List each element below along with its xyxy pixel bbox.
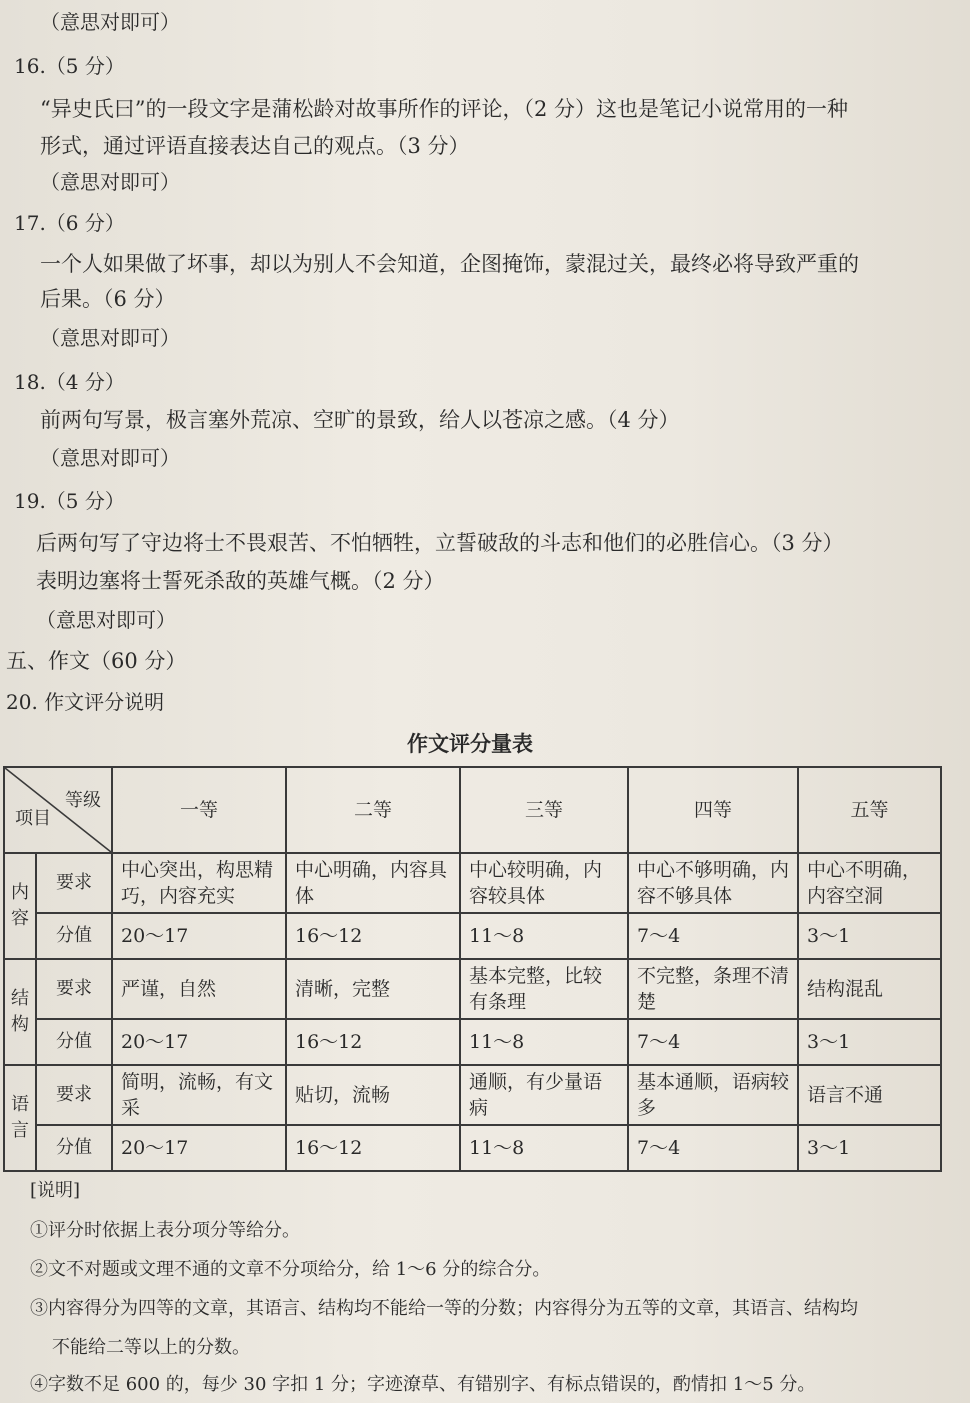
level-header: 三等 <box>460 767 628 853</box>
question-19-header: 19.（5 分） <box>14 489 125 513</box>
question-19-answer-line1: 后两句写了守边将士不畏艰苦、不怕牺牲，立誓破敌的斗志和他们的必胜信心。（3 分） <box>36 531 844 555</box>
header-level-label: 等级 <box>65 790 101 811</box>
note-item: ③内容得分为四等的文章，其语言、结构均不能给一等的分数；内容得分为五等的文章，其语言、结构均 <box>30 1298 858 1319</box>
requirement-label: 要求 <box>36 1065 112 1125</box>
score-cell: 11～8 <box>460 1019 628 1065</box>
group-label-language: 语言 <box>4 1065 36 1171</box>
requirement-label: 要求 <box>36 853 112 913</box>
requirement-cell: 中心不够明确，内容不够具体 <box>628 853 798 913</box>
answer-note: （意思对即可） <box>40 10 180 34</box>
score-label: 分值 <box>36 1125 112 1171</box>
note-item: ②文不对题或文理不通的文章不分项给分，给 1～6 分的综合分。 <box>30 1259 551 1280</box>
requirement-cell: 语言不通 <box>798 1065 941 1125</box>
score-cell: 7～4 <box>628 913 798 959</box>
answer-note: （意思对即可） <box>40 326 180 350</box>
requirement-cell: 严谨，自然 <box>112 959 286 1019</box>
level-header: 一等 <box>112 767 286 853</box>
table-row <box>4 959 941 1019</box>
requirement-cell: 中心突出，构思精巧，内容充实 <box>112 853 286 913</box>
score-cell: 11～8 <box>460 913 628 959</box>
note-item: ①评分时依据上表分项分等给分。 <box>30 1220 300 1241</box>
score-cell: 7～4 <box>628 1019 798 1065</box>
table-row <box>4 1065 941 1125</box>
score-label: 分值 <box>36 1019 112 1065</box>
diagonal-header-cell <box>4 767 112 853</box>
notes-label: [说明] <box>30 1180 81 1201</box>
score-cell: 16～12 <box>286 1125 460 1171</box>
section-heading: 五、作文（60 分） <box>6 649 187 673</box>
requirement-cell: 不完整，条理不清楚 <box>628 959 798 1019</box>
table-header-row <box>4 767 941 853</box>
requirement-cell: 基本完整，比较有条理 <box>460 959 628 1019</box>
score-cell: 16～12 <box>286 913 460 959</box>
score-cell: 11～8 <box>460 1125 628 1171</box>
requirement-cell: 结构混乱 <box>798 959 941 1019</box>
requirement-cell: 中心较明确，内容较具体 <box>460 853 628 913</box>
table-row <box>4 853 941 913</box>
table-row <box>4 1019 941 1065</box>
question-18-header: 18.（4 分） <box>14 370 125 394</box>
requirement-cell: 清晰，完整 <box>286 959 460 1019</box>
answer-note: （意思对即可） <box>40 170 180 194</box>
score-cell: 3～1 <box>798 1019 941 1065</box>
requirement-cell: 中心明确，内容具体 <box>286 853 460 913</box>
level-header: 五等 <box>798 767 941 853</box>
level-header: 四等 <box>628 767 798 853</box>
level-header: 二等 <box>286 767 460 853</box>
note-item: ④字数不足 600 的，每少 30 字扣 1 分；字迹潦草、有错别字、有标点错误的，酌情扣 1～5 分。 <box>30 1374 816 1395</box>
question-20-header: 20. 作文评分说明 <box>6 690 165 714</box>
table-row <box>4 913 941 959</box>
question-16-header: 16.（5 分） <box>14 54 125 78</box>
question-18-answer: 前两句写景，极言塞外荒凉、空旷的景致，给人以苍凉之感。（4 分） <box>40 408 680 432</box>
question-17-answer-line1: 一个人如果做了坏事，却以为别人不会知道，企图掩饰，蒙混过关，最终必将导致严重的 <box>40 252 859 276</box>
table-row <box>4 1125 941 1171</box>
question-16-answer-line2: 形式，通过评语直接表达自己的观点。（3 分） <box>40 134 470 158</box>
requirement-cell: 基本通顺，语病较多 <box>628 1065 798 1125</box>
answer-note: （意思对即可） <box>40 446 180 470</box>
score-cell: 3～1 <box>798 913 941 959</box>
question-17-header: 17.（6 分） <box>14 211 125 235</box>
question-19-answer-line2: 表明边塞将士誓死杀敌的英雄气概。（2 分） <box>36 569 445 593</box>
answer-note: （意思对即可） <box>36 608 176 632</box>
score-cell: 20～17 <box>112 1019 286 1065</box>
group-label-structure: 结构 <box>4 959 36 1065</box>
header-item-label: 项目 <box>15 808 51 829</box>
requirement-cell: 简明，流畅，有文采 <box>112 1065 286 1125</box>
requirement-cell: 通顺，有少量语病 <box>460 1065 628 1125</box>
table-title: 作文评分量表 <box>407 732 533 756</box>
scoring-table <box>3 766 942 1172</box>
group-label-content: 内容 <box>4 853 36 959</box>
score-cell: 3～1 <box>798 1125 941 1171</box>
score-cell: 20～17 <box>112 913 286 959</box>
score-cell: 7～4 <box>628 1125 798 1171</box>
question-17-answer-line2: 后果。（6 分） <box>40 287 176 311</box>
question-16-answer-line1: “异史氏曰”的一段文字是蒲松龄对故事所作的评论，（2 分）这也是笔记小说常用的一种 <box>40 97 849 121</box>
score-cell: 16～12 <box>286 1019 460 1065</box>
score-label: 分值 <box>36 913 112 959</box>
requirement-cell: 中心不明确，内容空洞 <box>798 853 941 913</box>
note-item-continued: 不能给二等以上的分数。 <box>52 1337 250 1358</box>
score-cell: 20～17 <box>112 1125 286 1171</box>
requirement-cell: 贴切，流畅 <box>286 1065 460 1125</box>
requirement-label: 要求 <box>36 959 112 1019</box>
